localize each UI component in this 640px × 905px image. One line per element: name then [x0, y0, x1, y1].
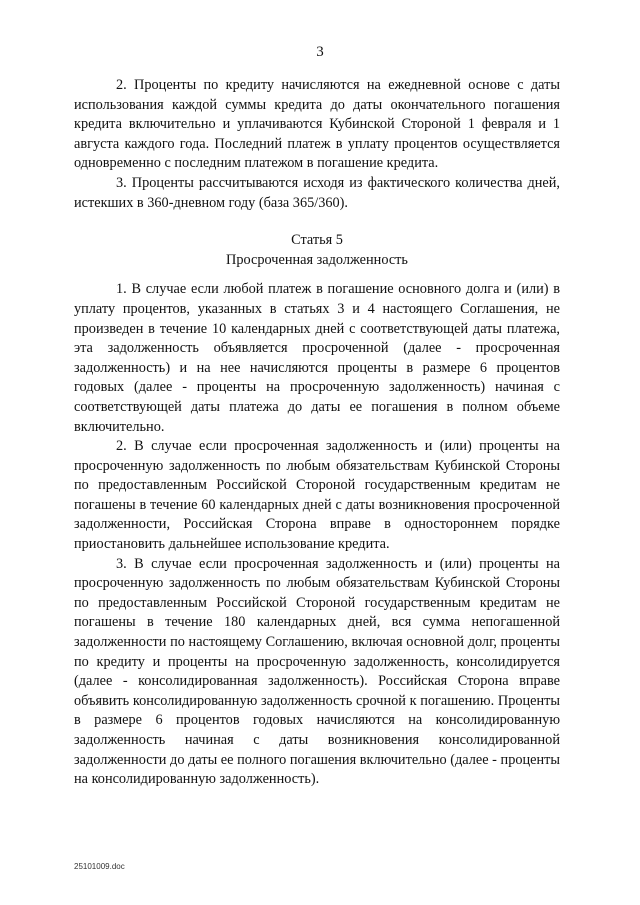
article-title: Просроченная задолженность	[226, 251, 408, 268]
paragraph-interest-accrual: 2. Проценты по кредиту начисляются на ежедневной основе с даты использования каждой суммы кредита до даты окончательного погашения кредита включительно и уплачиваются Кубинской Стороной 1 февраля и 1 августа каждого года. Последний платеж в уплату процентов осуществляется одновременно с последним платежом в погашение кредита.	[74, 77, 560, 172]
page-number: 3	[316, 44, 324, 60]
paragraph-overdue-debt: 1. В случае если любой платеж в погашение основного долга и (или) в уплату процентов, указанных в статьях 3 и 4 настоящего Соглашения, не произведен в течение 10 календарных дней с соответствующей даты платежа, эта задолженность объявляется просроченной (далее - просроченная задолженность) и на нее начисляются проценты в размере 6 процентов годовых (далее - проценты на просроченную задолженность) начиная с соответствующей даты платежа до даты ее погашения в полном объеме включительно.	[74, 281, 560, 435]
paragraph-credit-suspension: 2. В случае если просроченная задолженность и (или) проценты на просроченную задолженность по любым обязательствам Кубинской Стороны по предоставленным Российской Стороной государственным кредитам не погашены в течение 60 календарных дней с даты возникновения просроченной задолженности, Российская Сторона вправе в одностороннем порядке приостановить дальнейшее использование кредита.	[74, 438, 560, 553]
section-spacer	[74, 213, 560, 231]
paragraph-consolidated-debt: 3. В случае если просроченная задолженность и (или) проценты на просроченную задолженность по любым обязательствам Кубинской Стороны по предоставленным Российской Стороной государственным кредитам не погашены в течение 180 календарных дней, вся сумма непогашенной задолженности по настоящему Соглашению, включая основной долг, проценты по кредиту и проценты на просроченную задолженность, консолидируется (далее - консолидированная задолженность). Российская Сторона вправе объявить консолидированную задолженность срочной к погашению. Проценты в размере 6 процентов годовых начисляются на консолидированную задолженность начиная с даты возникновения консолидированной задолженности до даты ее полного погашения включительно (далее - проценты на консолидированную задолженность).	[74, 555, 560, 788]
article-number: Статья 5	[291, 232, 343, 249]
document-body	[74, 76, 560, 790]
footer-file-name: 25101009.doc	[74, 862, 125, 871]
section-spacer	[74, 270, 560, 280]
paragraph-interest-calculation: 3. Проценты рассчитываются исходя из фактического количества дней, истекших в 360-дневном году (база 365/360).	[74, 174, 560, 211]
